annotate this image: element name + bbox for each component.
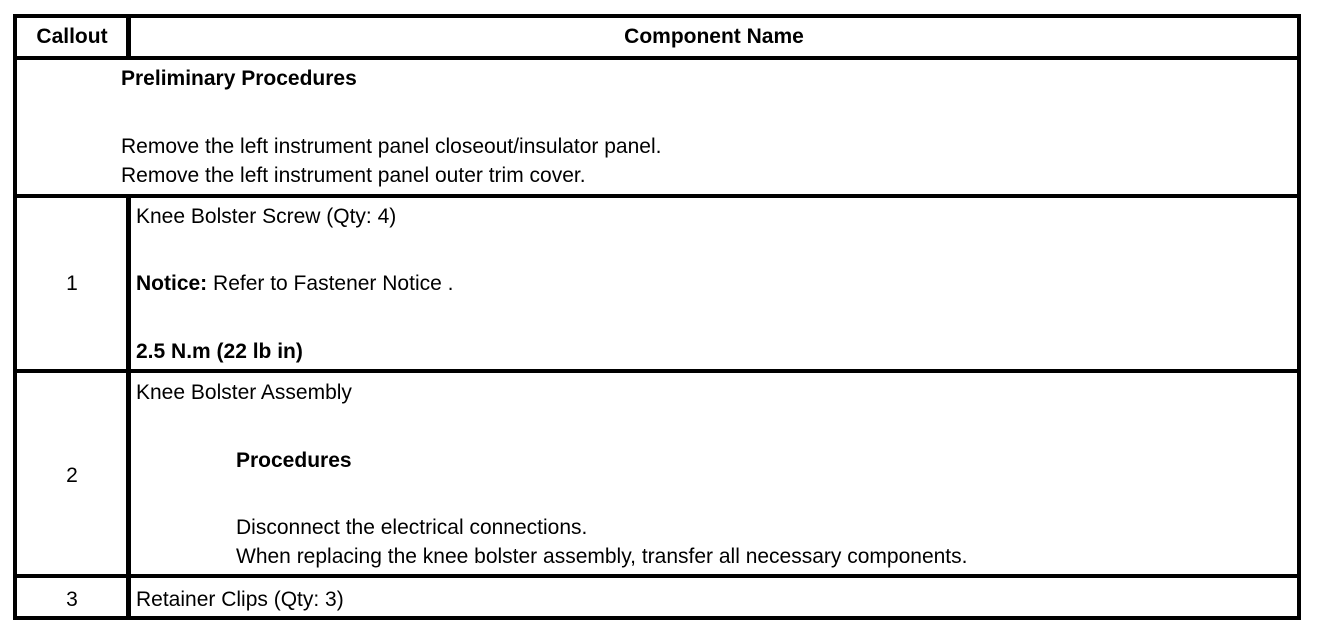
table-border-left bbox=[13, 14, 17, 620]
table-border-right bbox=[1297, 14, 1301, 620]
row-callout: 3 bbox=[66, 588, 78, 611]
notice-line bbox=[136, 272, 453, 296]
header-component-name: Component Name bbox=[624, 25, 804, 48]
preliminary-title: Preliminary Procedures bbox=[121, 67, 357, 90]
row-callout: 1 bbox=[66, 272, 78, 295]
notice-label: Notice: bbox=[136, 272, 208, 295]
torque-spec: 2.5 N.m (22 lb in) bbox=[136, 340, 303, 363]
row-separator bbox=[13, 574, 1301, 578]
notice-text: Refer to Fastener Notice . bbox=[207, 272, 454, 295]
procedure-step: When replacing the knee bolster assembly, transfer all necessary components. bbox=[236, 545, 968, 568]
table-border-bottom bbox=[13, 616, 1301, 620]
row-component-name: Retainer Clips (Qty: 3) bbox=[136, 588, 344, 611]
procedures-title: Procedures bbox=[236, 449, 352, 472]
column-divider bbox=[126, 196, 131, 618]
header-callout: Callout bbox=[36, 25, 108, 48]
row-component-name: Knee Bolster Screw (Qty: 4) bbox=[136, 205, 397, 228]
row-callout: 2 bbox=[66, 464, 78, 487]
row-component-name: Knee Bolster Assembly bbox=[136, 381, 352, 404]
procedure-step: Disconnect the electrical connections. bbox=[236, 516, 588, 539]
preliminary-step: Remove the left instrument panel closeout/insulator panel. bbox=[121, 135, 662, 158]
table-border-top bbox=[13, 14, 1301, 18]
row-separator bbox=[13, 194, 1301, 198]
header-bottom-border bbox=[13, 56, 1301, 60]
row-separator bbox=[13, 369, 1301, 373]
preliminary-step: Remove the left instrument panel outer trim cover. bbox=[121, 164, 586, 187]
